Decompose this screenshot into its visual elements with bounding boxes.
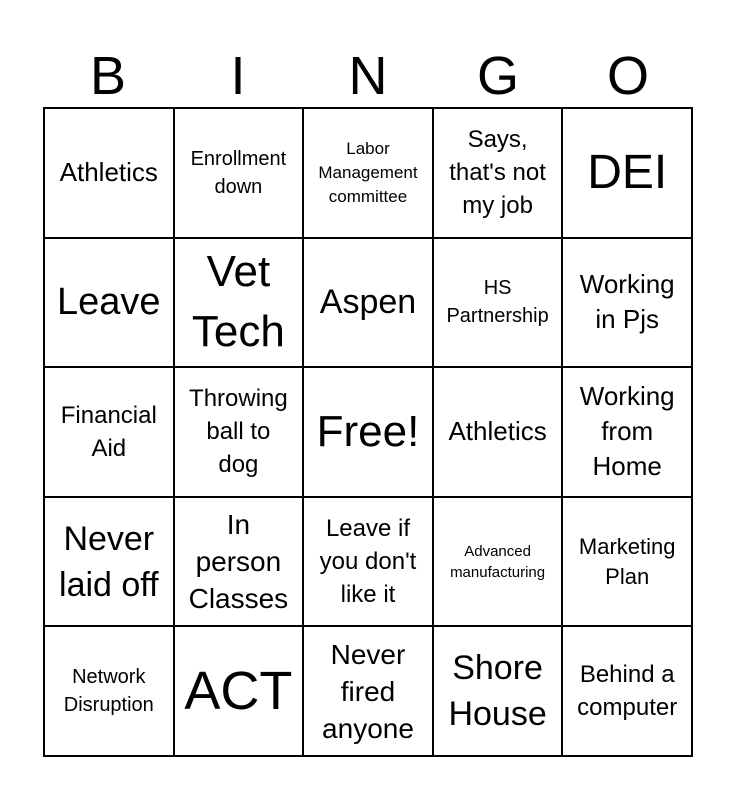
cell-text: Leave xyxy=(57,281,161,324)
bingo-cell xyxy=(563,498,693,628)
cell-text: Athletics xyxy=(448,416,547,447)
cell-text: In person Classes xyxy=(188,509,289,615)
bingo-cell xyxy=(175,498,305,628)
cell-text: Behind a computer xyxy=(577,661,678,722)
cell-text: Throwing ball to dog xyxy=(189,385,288,479)
bingo-cell xyxy=(175,109,305,239)
bingo-cell xyxy=(563,239,693,369)
cell-text: Labor Management committee xyxy=(318,138,418,206)
bingo-cell xyxy=(434,109,564,239)
bingo-cell xyxy=(434,498,564,628)
bingo-cell xyxy=(45,368,175,498)
bingo-cell xyxy=(563,109,693,239)
bingo-cell xyxy=(175,368,305,498)
bingo-cell xyxy=(563,627,693,757)
bingo-cell xyxy=(175,239,305,369)
cell-text: Working in Pjs xyxy=(579,269,675,335)
header-letter-i: I xyxy=(230,46,246,106)
bingo-cell xyxy=(434,627,564,757)
header-letter-o: O xyxy=(606,46,649,106)
cell-text: Leave if you don't like it xyxy=(319,515,417,609)
bingo-cell xyxy=(45,239,175,369)
cell-text: Athletics xyxy=(59,157,158,188)
cell-text: Marketing Plan xyxy=(578,533,676,589)
cell-text: Enrollment down xyxy=(190,147,287,198)
cell-text: Advanced manufacturing xyxy=(450,542,546,581)
bingo-cell xyxy=(304,368,434,498)
bingo-cell xyxy=(304,109,434,239)
cell-text: Working from Home xyxy=(579,381,675,482)
cell-text: Says, that's not my job xyxy=(449,126,546,220)
bingo-grid xyxy=(43,107,693,757)
cell-text: HS Partnership xyxy=(446,277,549,328)
cell-text: Shore House xyxy=(448,649,547,734)
cell-text: Free! xyxy=(316,406,420,456)
cell-text: Network Disruption xyxy=(63,666,154,717)
bingo-cell xyxy=(175,627,305,757)
cell-text: Aspen xyxy=(319,283,417,322)
bingo-cell xyxy=(45,498,175,628)
bingo-cell xyxy=(434,239,564,369)
cell-text: DEI xyxy=(587,145,668,199)
cell-text: Vet Tech xyxy=(191,247,285,357)
cell-text: ACT xyxy=(184,661,293,722)
bingo-cell xyxy=(45,627,175,757)
bingo-cell xyxy=(304,498,434,628)
bingo-cell xyxy=(304,239,434,369)
header-letter-b: B xyxy=(89,46,127,106)
bingo-cell xyxy=(304,627,434,757)
cell-text: Never fired anyone xyxy=(322,638,414,744)
cell-text: Financial Aid xyxy=(60,401,157,462)
bingo-cell xyxy=(45,109,175,239)
cell-text: Never laid off xyxy=(59,519,159,604)
header-letter-n: N xyxy=(348,46,388,106)
bingo-cell xyxy=(434,368,564,498)
header-letter-g: G xyxy=(476,46,519,106)
bingo-header xyxy=(43,44,693,108)
bingo-cell xyxy=(563,368,693,498)
